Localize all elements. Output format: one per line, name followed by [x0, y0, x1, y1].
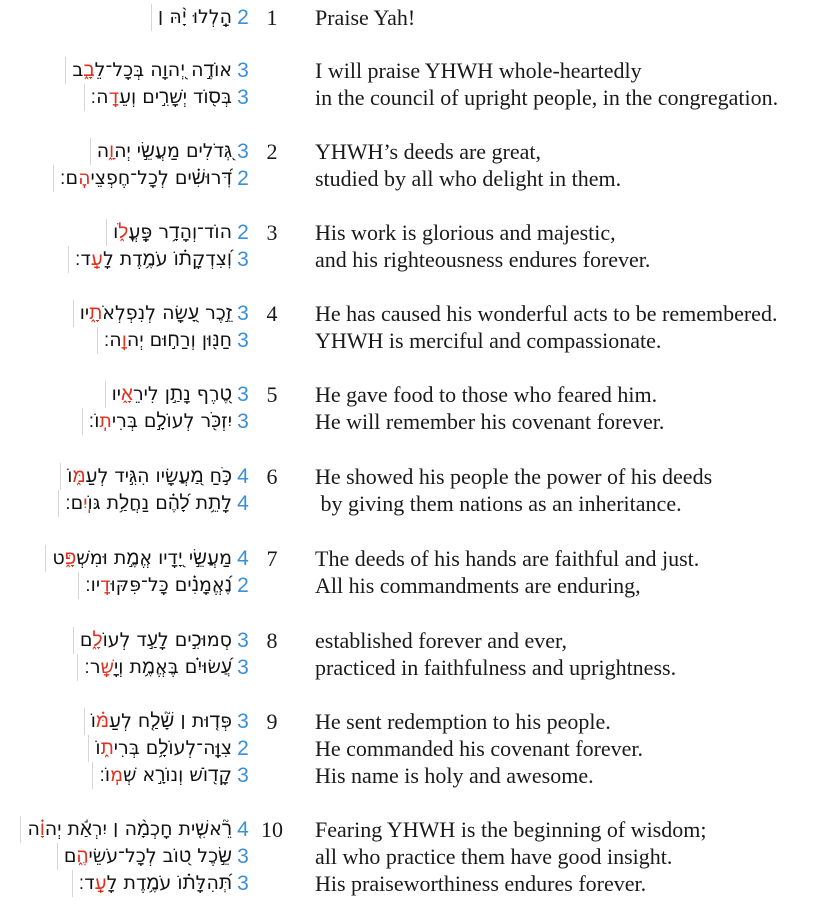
verse-number: 7	[266, 546, 278, 571]
hebrew-line: הַֽלְלוּ יָ֨הּ ׀	[151, 4, 232, 31]
line	[0, 762, 825, 789]
hebrew-line: יִזְכֹּ֖ר לְעוֹלָ֣ם בְּרִיתֽוֹ׃	[82, 408, 232, 435]
line	[0, 381, 825, 408]
line	[0, 463, 825, 490]
stress-count: 2	[237, 6, 249, 29]
hebrew-line: פְּד֤וּת ׀ שָׁ֘לַ֤ח לְעַמּ֗וֹ	[84, 708, 232, 735]
hebrew-line: בְּס֖וֹד יְשָׁרִ֣ים וְעֵדָֽה׃	[84, 84, 232, 111]
stressed-syllable: יִֽ	[83, 492, 88, 514]
line	[0, 84, 825, 111]
hebrew-line: וְ֝צִדְקָת֗וֹ עֹמֶ֥דֶת לָעַֽד׃	[68, 246, 232, 273]
stress-count: 3	[237, 59, 249, 82]
verse-1b	[0, 57, 825, 111]
english-line: YHWH’s deeds are great,	[315, 139, 542, 164]
stress-count: 2	[237, 574, 249, 597]
hebrew-line: לָתֵ֥ת לָ֝הֶ֗ם נַחֲלַ֥ת גּוֹיִֽם׃	[58, 490, 232, 517]
english-line: All his commandments are enduring,	[315, 573, 641, 598]
verse-2	[0, 138, 825, 192]
stress-count: 3	[237, 329, 249, 352]
english-line: I will praise YHWH whole-heartedly	[315, 58, 642, 83]
verse-4	[0, 300, 825, 354]
hebrew-line: מַעֲשֵׂ֣י יָ֭דָיו אֱמֶ֣ת וּמִשְׁפָּ֑ט	[45, 545, 232, 572]
stress-count: 3	[237, 872, 249, 895]
hebrew-line: צִוָּֽה־לְעוֹלָ֥ם בְּרִית֑וֹ	[88, 735, 232, 762]
stressed-syllable: לָ֑	[92, 629, 103, 651]
verse-number: 2	[266, 139, 278, 164]
verse-number: 4	[266, 301, 278, 326]
english-line: He has caused his wonderful acts to be remembered.	[315, 301, 778, 326]
english-line: in the council of upright people, in the congregation.	[315, 85, 779, 110]
stressed-syllable: דָֽ	[108, 86, 119, 108]
line	[0, 545, 825, 572]
stress-count: 4	[237, 547, 249, 570]
verse-number: 10	[261, 817, 283, 842]
hebrew-line: תְּ֝הִלָּת֗וֹ עֹמֶ֥דֶת לָעַֽד׃	[72, 870, 232, 897]
stressed-syllable: שָֽׁ	[100, 656, 115, 678]
hebrew-line: כֹּ֣חַ מַ֭עֲשָׂיו הִגִּ֣יד לְעַמּ֑וֹ	[60, 463, 232, 490]
verse-7	[0, 545, 825, 599]
hebrew-line: נֶ֝אֱמָנִ֗ים כָּל־פִּקּוּדָֽיו׃	[78, 572, 232, 599]
stressed-syllable: אָ֑	[121, 383, 133, 405]
english-line: and his righteousness endures forever.	[315, 247, 651, 272]
verse-number: 1	[266, 5, 278, 30]
hebrew-line: קָד֖וֹשׁ וְנוֹרָ֣א שְׁמֽוֹ׃	[92, 762, 232, 789]
stressed-syllable: בָ֑	[83, 59, 95, 81]
verse-9	[0, 708, 825, 789]
stressed-syllable: מּ֑	[72, 465, 86, 487]
stress-count: 2	[237, 167, 249, 190]
hebrew-line: אוֹדֶ֣ה יְ֭הוָה בְּכָל־לֵבָ֑ב	[65, 57, 232, 84]
english-line: His praiseworthiness endures forever.	[315, 871, 647, 896]
stressed-syllable: מּ֗	[95, 710, 109, 732]
stress-count: 3	[237, 764, 249, 787]
hebrew-line: עֲ֝שׂוּיִ֗ם בֶּאֱמֶ֥ת וְיָשָֽׁר׃	[77, 654, 232, 681]
stressed-syllable: ת֑	[100, 737, 114, 759]
hebrew-line: שֵׂ֣כֶל ט֭וֹב לְכָל־עֹשֵׂיהֶ֑ם	[57, 843, 232, 870]
line	[0, 57, 825, 84]
english-line: Fearing YHWH is the beginning of wisdom;	[315, 817, 707, 842]
stress-count: 3	[237, 383, 249, 406]
stress-count: 3	[237, 248, 249, 271]
line	[0, 246, 825, 273]
stress-count: 2	[237, 737, 249, 760]
stress-count: 2	[237, 221, 249, 244]
line	[0, 300, 825, 327]
english-line: Praise Yah!	[315, 5, 416, 30]
stressed-syllable: וָ֑	[109, 140, 115, 162]
line	[0, 490, 825, 517]
stressed-syllable: מֽ	[110, 764, 123, 786]
english-line: by giving them nations as an inheritance.	[315, 491, 682, 516]
line	[0, 816, 825, 843]
english-line: studied by all who delight in them.	[315, 166, 622, 191]
hebrew-line: גְּ֭דֹלִים מַעֲשֵׂ֣י יְהוָ֑ה	[90, 138, 232, 165]
verse-number: 6	[266, 464, 278, 489]
line	[0, 843, 825, 870]
line	[0, 138, 825, 165]
english-line: practiced in faithfulness and uprightness.	[315, 655, 677, 680]
english-line: He commanded his covenant forever.	[315, 736, 644, 761]
hebrew-line: סְמוּכִ֣ים לָעַ֣ד לְעוֹלָ֑ם	[73, 627, 232, 654]
english-line: YHWH is merciful and compassionate.	[315, 328, 662, 353]
hebrew-line: רֵ֘אשִׁ֤ית חָכְמָ֨ה ׀ יִרְאַ֬ת יְהוָ֗ה	[20, 816, 232, 843]
line	[0, 870, 825, 897]
english-line: He gave food to those who feared him.	[315, 382, 658, 407]
verse-10	[0, 816, 825, 897]
stress-count: 3	[237, 629, 249, 652]
stressed-syllable: עַֽ	[90, 248, 103, 270]
line	[0, 327, 825, 354]
line	[0, 408, 825, 435]
line	[0, 4, 825, 31]
line	[0, 735, 825, 762]
stress-count: 3	[237, 845, 249, 868]
stress-count: 3	[237, 302, 249, 325]
verse-number: 5	[266, 382, 278, 407]
stressed-syllable: תֽ	[99, 410, 112, 432]
english-line: The deeds of his hands are faithful and just.	[315, 546, 700, 571]
line	[0, 572, 825, 599]
stress-count: 3	[237, 410, 249, 433]
stress-count: 3	[237, 710, 249, 733]
stressed-syllable: פָּ֑	[64, 547, 77, 569]
stressed-syllable: עַֽ	[94, 872, 107, 894]
line	[0, 654, 825, 681]
hebrew-line: דְּ֝רוּשִׁ֗ים לְכָל־חֶפְצֵיהֶֽם׃	[53, 165, 232, 192]
verse-number: 8	[266, 628, 278, 653]
verse-6	[0, 463, 825, 517]
verse-3	[0, 219, 825, 273]
stressed-syllable: דָֽ	[100, 574, 111, 596]
verse-number: 9	[266, 709, 278, 734]
english-line: He sent redemption to his people.	[315, 709, 611, 734]
line	[0, 627, 825, 654]
hebrew-line: הוֹד־וְהָדָ֥ר פָּֽעֳלֹ֑ו	[106, 219, 232, 246]
english-line: He will remember his covenant forever.	[315, 409, 665, 434]
line	[0, 708, 825, 735]
hebrew-line: זֵ֣כֶר עָ֭שָׂה לְנִפְלְאֹתָ֑יו	[73, 300, 232, 327]
stress-count: 4	[237, 818, 249, 841]
english-line: established forever and ever,	[315, 628, 568, 653]
verse-1	[0, 4, 825, 31]
stress-count: 4	[237, 492, 249, 515]
line	[0, 219, 825, 246]
verse-5	[0, 381, 825, 435]
stress-count: 3	[237, 140, 249, 163]
line	[0, 165, 825, 192]
english-line: all who practice them have good insight.	[315, 844, 673, 869]
stress-count: 3	[237, 86, 249, 109]
stressed-syllable: וָ֗	[39, 818, 45, 840]
stressed-syllable: תָ֑	[89, 302, 103, 324]
english-line: His name is holy and awesome.	[315, 763, 594, 788]
stressed-syllable: הֶ֑	[76, 845, 89, 867]
hebrew-line: חַנּ֖וּן וְרַח֣וּם יְהוָֽה׃	[97, 327, 232, 354]
english-line: He showed his people the power of his deeds	[315, 464, 713, 489]
stressed-syllable: לֹ֑	[118, 221, 129, 243]
stress-count: 4	[237, 465, 249, 488]
english-line: His work is glorious and majestic,	[315, 220, 616, 245]
stress-count: 3	[237, 656, 249, 679]
verse-8	[0, 627, 825, 681]
verse-number: 3	[266, 220, 278, 245]
stressed-syllable: הֶֽ	[78, 167, 91, 189]
hebrew-line: טֶ֭רֶף נָתַ֣ן לִירֵאָ֑יו	[105, 381, 232, 408]
stressed-syllable: וָֽ	[121, 329, 127, 351]
